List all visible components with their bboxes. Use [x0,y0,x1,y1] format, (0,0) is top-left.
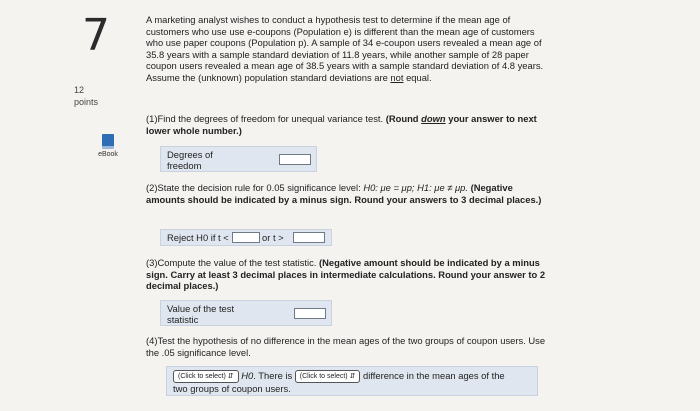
part3-prompt [146,257,551,292]
part4-middle: . There is [253,370,293,381]
part2-answer-box [160,229,332,246]
part4-line2: two groups of coupon users. [173,383,291,395]
part3-answer-box [160,300,332,326]
part4-tail: difference in the mean ages of the [363,370,505,381]
points-label: points [74,97,99,107]
part1-answer-box [160,146,317,172]
part2-hypothesis: H0: μe = μp; H1: μe ≠ μp. [363,182,468,193]
part4-text: Test the hypothesis of no difference in the mean ages of the two groups of coupon users. Use the .05 significance level. [146,335,546,358]
part3-box-label: Value of the test statistic [167,303,235,325]
part3-number: (3) [146,257,158,268]
question-number: 7 [82,10,110,61]
reject-label: Reject H0 if t < [167,232,229,243]
upper-critical-input[interactable] [293,232,325,243]
intro-text: A marketing analyst wishes to conduct a hypothesis test to determine if the mean age of customers who use use e-coupons (Population e) is different than the mean age of customers who use paper coupons (Population p). A sample of 34 e-coupon users revealed a mean age of 35.8 years with a sample standard deviation of 11.8 years, while another sample of 28 paper coupon users revealed a mean age of 38.5 years with a sample standard deviation of 4.8 years. Assume the (unknown) population standard deviations are [146,14,544,83]
test-statistic-input[interactable] [294,308,326,319]
ebook-label: eBook [98,151,118,158]
ebook-link[interactable] [88,134,128,158]
difference-select[interactable]: (Click to select) ⇵ [295,370,361,383]
part4-h0: H0 [241,370,254,381]
part3-instruction: (Negative amount should be indicated by a minus sign. Carry at least 3 decimal places in intermediate calculations. Round your answer to 2 decimal places.) [146,257,546,292]
part4-number: (4) [146,335,158,346]
intro-not-word: not [390,71,404,83]
decision-select[interactable]: (Click to select) ⇵ [173,370,239,383]
question-intro [146,14,551,84]
or-label: or t > [262,232,284,243]
part4-answer-box [166,366,538,396]
part4-prompt [146,335,551,358]
part1-box-label: Degrees of freedom [167,149,213,171]
degrees-of-freedom-input[interactable] [279,154,311,165]
part1-number: (1) [146,113,158,124]
part4-sentence [173,370,505,394]
points-value: 12 [74,85,85,95]
part1-text: Find the degrees of freedom for unequal variance test. [157,113,384,124]
question-sidebar [0,0,140,411]
intro-text-end: equal. [403,71,432,83]
part1-prompt [146,113,551,136]
book-icon [102,134,114,149]
part3-text: Compute the value of the test statistic. [157,257,317,268]
part2-instruction: (Negative amounts should be indicated by a minus sign. Round your answers to 3 decimal places.) [146,182,542,205]
lower-critical-input[interactable] [232,232,260,243]
part2-prompt [146,182,551,205]
part1-instruction: (Round down your answer to next lower whole number.) [146,113,537,136]
points-info [74,84,98,108]
part2-number: (2) [146,182,158,193]
part2-text: State the decision rule for 0.05 significance level: [157,182,364,193]
